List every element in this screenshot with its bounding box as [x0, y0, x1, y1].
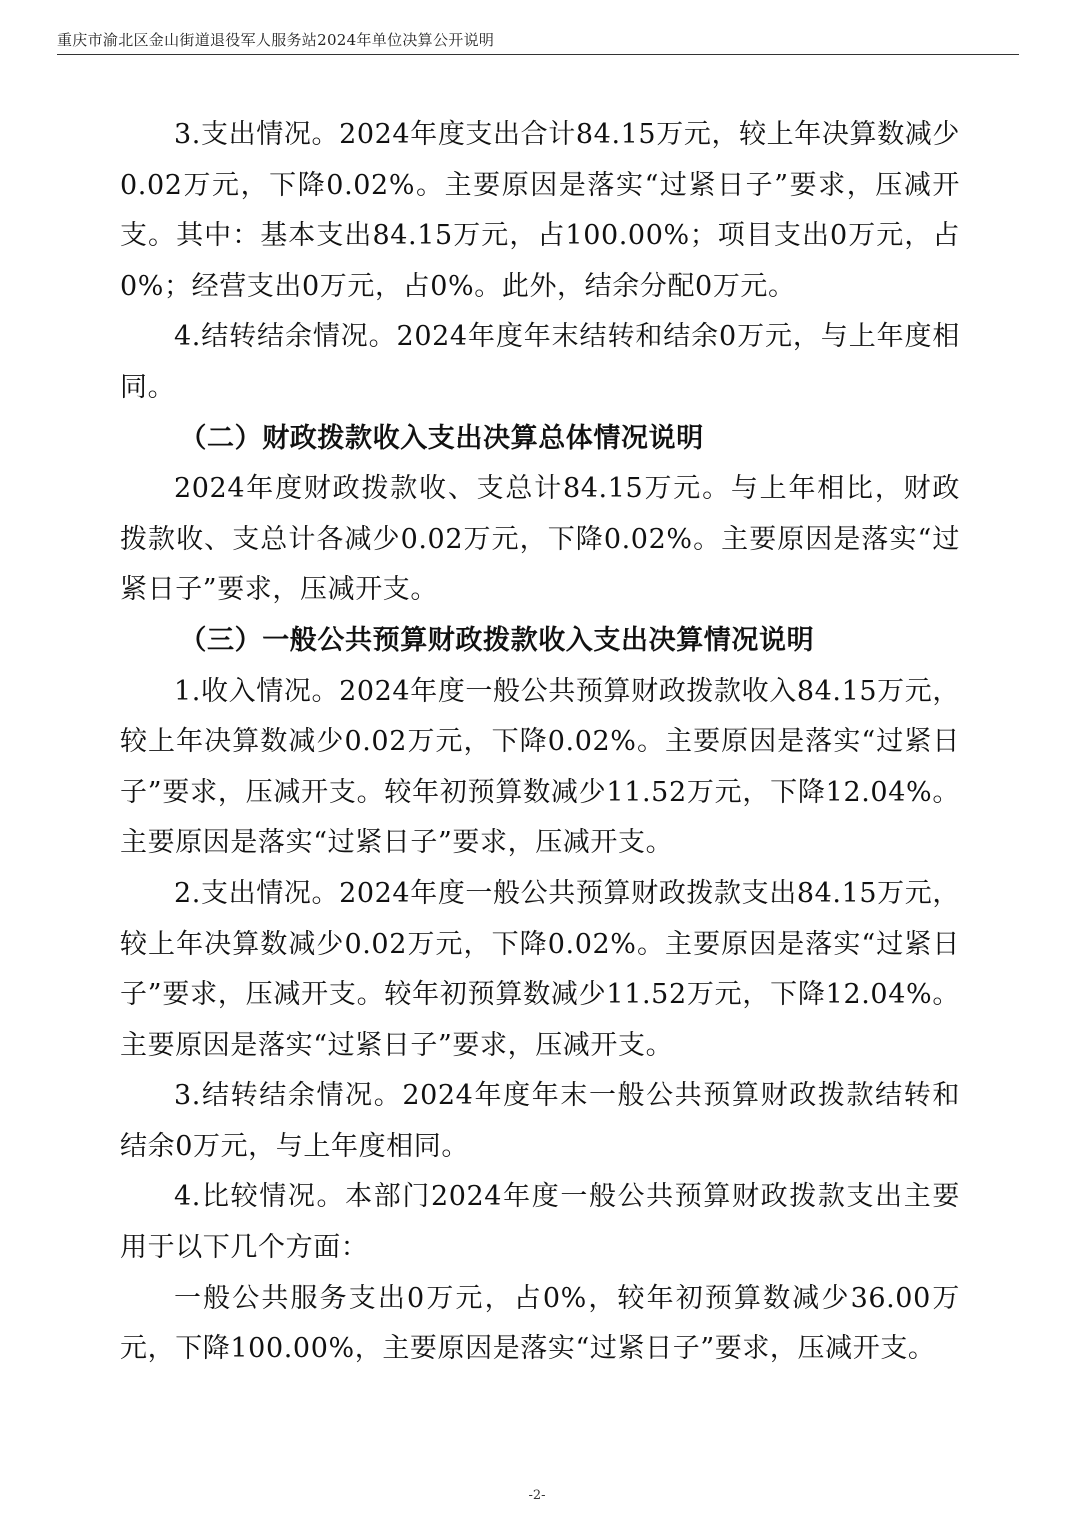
- page-number: -2-: [528, 1488, 546, 1503]
- running-header: 重庆市渝北区金山街道退役军人服务站2024年单位决算公开说明: [57, 31, 495, 49]
- paragraph-expenditure: 3.支出情况。2024年度支出合计84.15万元，较上年决算数减少0.02万元，下降0.02%。主要原因是落实“过紧日子”要求，压减开支。其中：基本支出84.15万元，占100.00%；项目支出0万元，占0%；经营支出0万元，占0%。此外，结余分配0万元。: [120, 119, 960, 302]
- paragraph-general-carryover: 3.结转结余情况。2024年度年末一般公共预算财政拨款结转和结余0万元，与上年度相同。: [120, 1080, 960, 1162]
- paragraph-public-services: 一般公共服务支出0万元，占0%，较年初预算数减少36.00万元，下降100.00%，主要原因是落实“过紧日子”要求，压减开支。: [120, 1282, 960, 1365]
- paragraph-fiscal-total: 2024年度财政拨款收、支总计84.15万元。与上年相比，财政拨款收、支总计各减少0.02万元，下降0.02%。主要原因是落实“过紧日子”要求，压减开支。: [120, 473, 960, 606]
- section-heading-2: （二）财政拨款收入支出决算总体情况说明: [179, 422, 704, 454]
- paragraph-comparison: 4.比较情况。本部门2024年度一般公共预算财政拨款支出主要用于以下几个方面：: [120, 1181, 960, 1264]
- section-heading-3: （三）一般公共预算财政拨款收入支出决算情况说明: [179, 624, 815, 656]
- paragraph-carryover: 4.结转结余情况。2024年度年末结转和结余0万元，与上年度相同。: [120, 321, 960, 403]
- paragraph-general-expenditure: 2.支出情况。2024年度一般公共预算财政拨款支出84.15万元，较上年决算数减少0.02万元，下降0.02%。主要原因是落实“过紧日子”要求，压减开支。较年初预算数减少11.52万元，下降12.04%。主要原因是落实“过紧日子”要求，压减开支。: [120, 877, 960, 1061]
- header-divider: [57, 54, 1019, 55]
- paragraph-general-income: 1.收入情况。2024年度一般公共预算财政拨款收入84.15万元，较上年决算数减少0.02万元，下降0.02%。主要原因是落实“过紧日子”要求，压减开支。较年初预算数减少11.52万元，下降12.04%。主要原因是落实“过紧日子”要求，压减开支。: [120, 675, 960, 859]
- document-body: [120, 110, 960, 1375]
